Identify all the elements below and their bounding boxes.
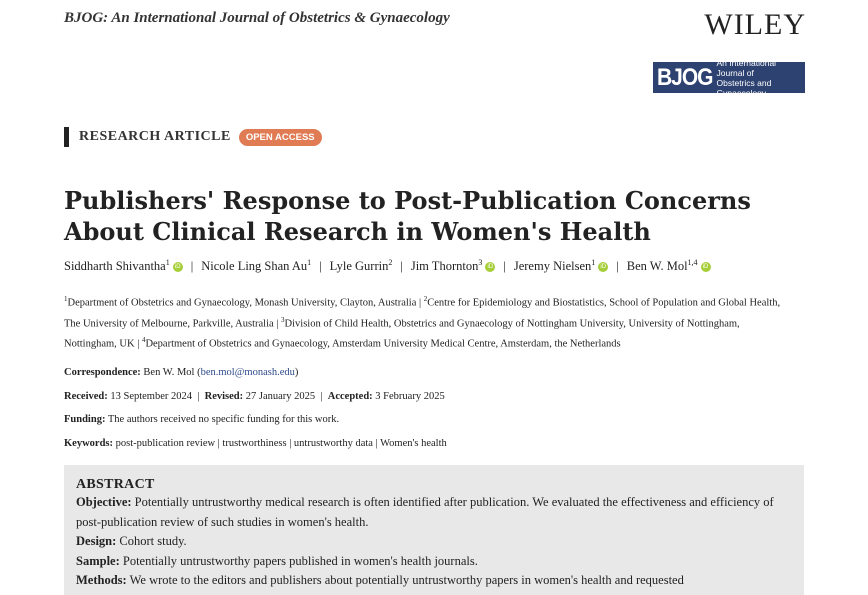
author[interactable]: Siddharth Shivantha$^1$iD <box>64 258 183 274</box>
abstract-design: Design: Cohort study. <box>76 534 187 548</box>
orcid-icon[interactable]: iD <box>173 262 183 272</box>
orcid-icon[interactable]: iD <box>701 262 711 272</box>
article-type-bar <box>64 127 69 147</box>
author[interactable]: Nicole Ling Shan Au$^1$ <box>201 258 312 274</box>
article-title: Publishers' Response to Post-Publication Concerns About Clinical Research in Women's Health <box>64 186 751 246</box>
separator: | <box>319 258 322 273</box>
author[interactable]: Ben W. Mol$^{1,4}$iD <box>627 258 711 274</box>
author[interactable]: Jim Thornton$^3$iD <box>411 258 495 274</box>
abstract-methods: Methods: We wrote to the editors and publishers about potentially untrustworthy papers in women's health and requested <box>76 573 684 587</box>
abstract-heading: ABSTRACT <box>76 477 155 492</box>
author[interactable]: Lyle Gurrin$^2$ <box>329 258 393 274</box>
article-type <box>64 127 322 147</box>
affiliations: $^1$Department of Obstetrics and Gynaecology, Monash University, Clayton, Australia | $^2$Centre for Epidemiology and Biostatistics, School of Population and Global Health, The University of Melbourne, Parkville, Australia | $^3$Division of Child Health, Obstetrics and Gynaecology of Nottingham University, University of Nottingham, Nottingham, UK | $^4$Department of Obstetrics and Gynaecology, Amsterdam University Medical Centre, Amsterdam, the Netherlands <box>64 295 781 350</box>
author-list <box>64 258 824 274</box>
publisher-logo[interactable]: WILEY <box>704 8 806 41</box>
badge-abbr: BJOG <box>657 63 713 91</box>
history-dates: Received: 13 September 2024 | Revised: 27 January 2025 | Accepted: 3 February 2025 <box>64 391 445 402</box>
abstract-objective: Objective: Potentially untrustworthy medical research is often identified after publication. We evaluated the effectiveness and efficiency of post-publication review of such studies in women's health. <box>76 495 774 529</box>
abstract-sample: Sample: Potentially untrustworthy papers published in women's health journals. <box>76 553 478 568</box>
abstract-box <box>64 465 804 595</box>
keywords: Keywords: post-publication review | trustworthiness | untrustworthy data | Women's health <box>64 438 447 449</box>
journal-name: BJOG: An International Journal of Obstetrics & Gynaecology <box>64 10 450 26</box>
separator: | <box>400 258 403 273</box>
open-access-badge: OPEN ACCESS <box>239 129 322 146</box>
badge-full-name: An International Journal of Obstetrics and Gynaecology <box>716 57 777 98</box>
author[interactable]: Jeremy Nielsen$^1$iD <box>514 258 608 274</box>
separator: | <box>616 258 619 273</box>
journal-badge-logo[interactable] <box>653 57 805 98</box>
funding: Funding: The authors received no specific funding for this work. <box>64 414 340 425</box>
article-type-label: RESEARCH ARTICLE <box>79 129 231 144</box>
orcid-icon[interactable]: iD <box>598 262 608 272</box>
separator: | <box>503 258 506 273</box>
correspondence: Correspondence: Ben W. Mol (ben.mol@monash.edu) <box>64 367 299 378</box>
separator: | <box>190 258 194 273</box>
email-link[interactable]: ben.mol@monash.edu <box>200 367 295 378</box>
orcid-icon[interactable]: iD <box>485 262 495 272</box>
